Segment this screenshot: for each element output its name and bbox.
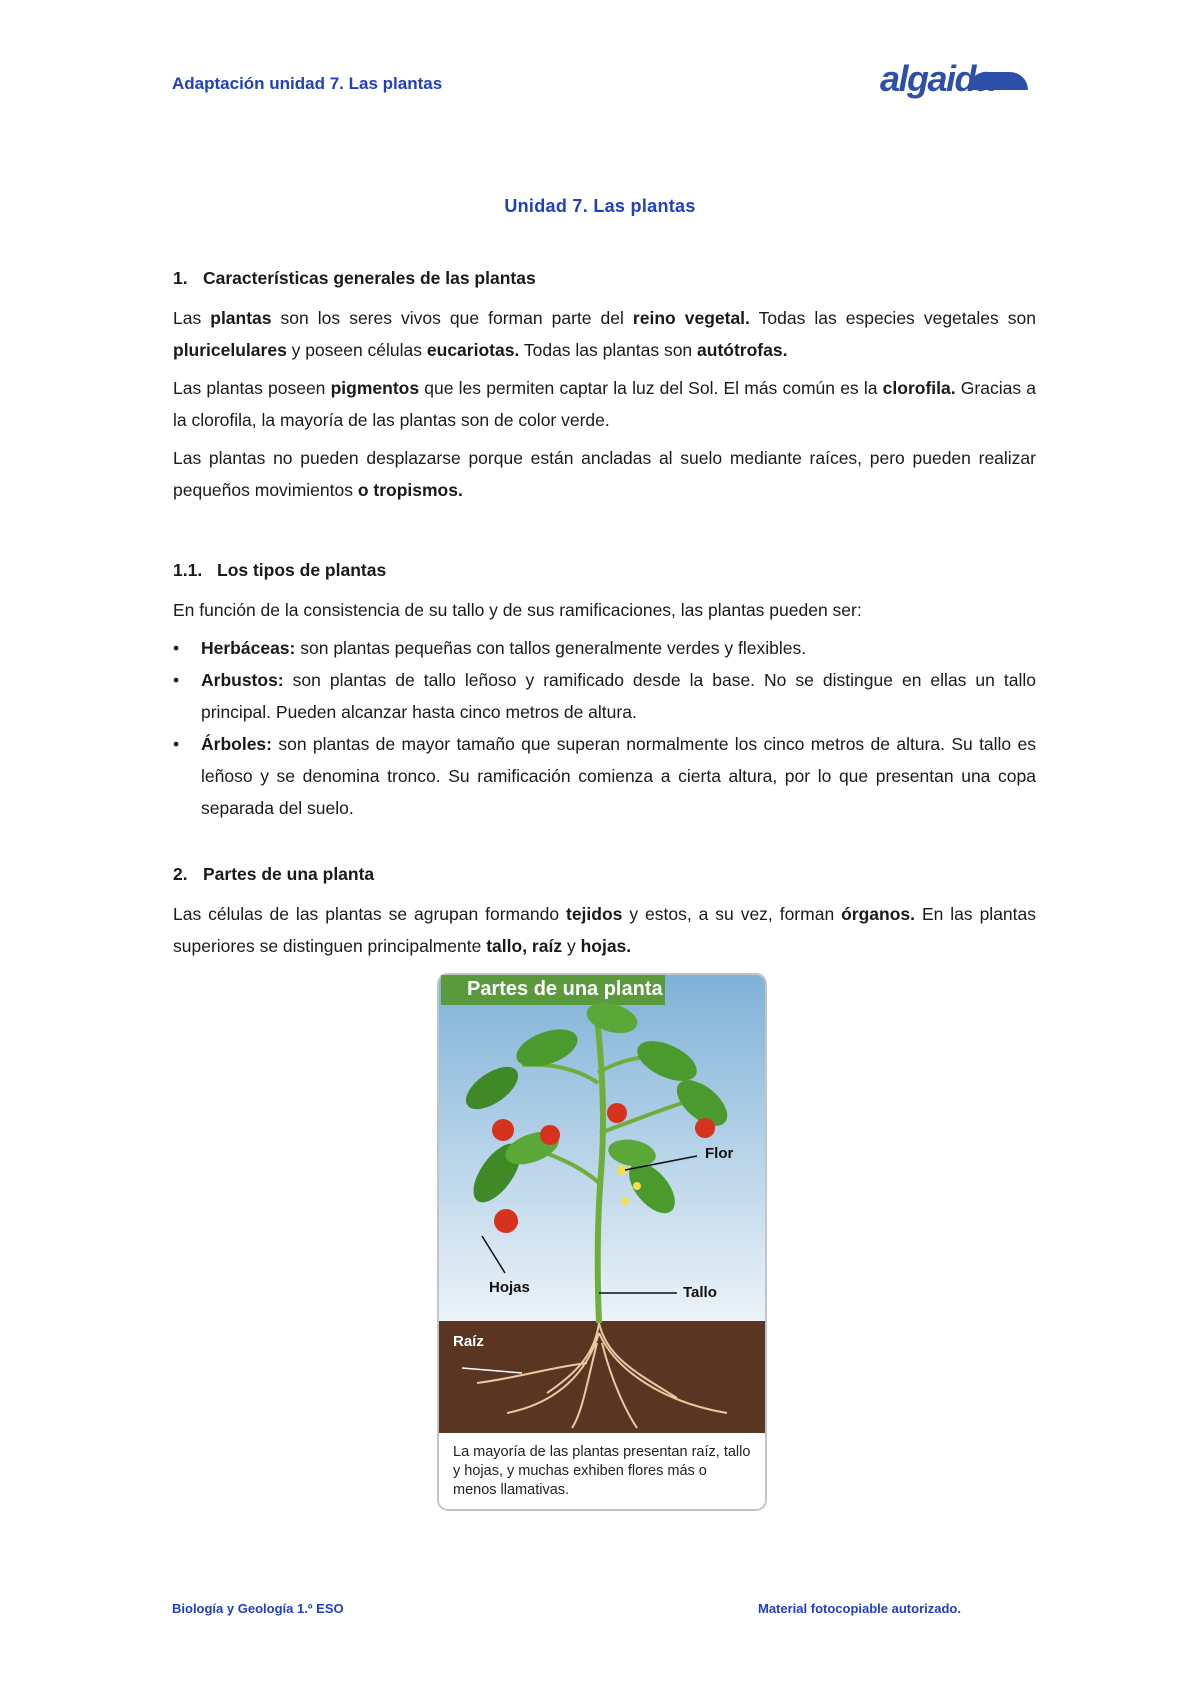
label-tallo: Tallo — [683, 1284, 717, 1301]
bold-term: pigmentos — [330, 378, 420, 398]
figure-title: Partes de una planta — [467, 978, 663, 1000]
plant-parts-figure — [437, 973, 767, 1511]
section-1-1-intro: En función de la consistencia de su tallo y de sus ramificaciones, las plantas pueden ser: — [173, 600, 862, 620]
bold-term: pluricelulares — [173, 340, 287, 360]
section-1-heading — [173, 262, 1036, 294]
text-run: y poseen células — [286, 340, 427, 360]
text-run: Las células de las plantas se agrupan formando — [173, 904, 566, 924]
text-run: Todas las plantas son — [519, 340, 698, 360]
text-run: En las plantas superiores se distinguen principalmente — [173, 904, 1036, 956]
section-2-number: 2. — [173, 864, 188, 884]
list-item-text: son plantas de mayor tamaño que superan normalmente los cinco metros de altura. Su tallo es leñoso y se denomina tronco. Su ramificación comienza a cierta altura, por lo que presentan una copa separada del suelo. — [201, 734, 1036, 818]
label-hojas: Hojas — [489, 1279, 530, 1296]
bold-term: clorofila. — [882, 378, 956, 398]
bold-term: tallo, raíz — [486, 936, 563, 956]
text-run: son los seres vivos que forman parte del — [271, 308, 633, 328]
text-run: Gracias a la clorofila, la mayoría de las plantas son de color verde. — [173, 378, 1036, 430]
publisher-logo — [880, 58, 1030, 108]
section-1-number: 1. — [173, 268, 188, 288]
plant-illustration — [437, 973, 767, 1511]
bold-term: tejidos — [566, 904, 623, 924]
bold-term: eucariotas. — [426, 340, 520, 360]
text-run: y estos, a su vez, forman — [622, 904, 842, 924]
bold-term: o tropismos. — [357, 480, 463, 500]
text-run: Las plantas poseen — [173, 378, 331, 398]
section-1-1-heading — [173, 554, 1036, 586]
list-item — [173, 632, 1036, 664]
section-1-paragraph-2 — [173, 372, 1036, 436]
section-2-paragraph-1 — [173, 898, 1036, 962]
list-item — [173, 728, 1036, 824]
text-run: que les permiten captar la luz del Sol. El más común es la — [419, 378, 883, 398]
bold-term: reino vegetal. — [632, 308, 750, 328]
section-1-1-number: 1.1. — [173, 560, 203, 580]
section-1-paragraph-3 — [173, 442, 1036, 506]
text-run: Las — [173, 308, 211, 328]
list-item-term: Árboles: — [201, 734, 272, 754]
section-1-title: Características generales de las plantas — [203, 268, 536, 288]
section-1-1-title: Los tipos de plantas — [217, 560, 387, 580]
label-flor: Flor — [705, 1145, 734, 1162]
list-item-term: Arbustos: — [201, 670, 284, 690]
list-item-text: son plantas pequeñas con tallos generalmente verdes y flexibles. — [295, 638, 807, 658]
list-item — [173, 664, 1036, 728]
bullet-icon: • — [173, 670, 180, 690]
bold-term: autótrofas. — [697, 340, 788, 360]
list-item-text: son plantas de tallo leñoso y ramificado desde la base. No se distingue en ellas un tallo principal. Pueden alcanzar hasta cinco metros de altura. — [201, 670, 1036, 722]
bullet-icon: • — [173, 734, 180, 754]
section-2-title: Partes de una planta — [203, 864, 375, 884]
bold-term: plantas — [210, 308, 272, 328]
section-2-heading — [173, 858, 1036, 890]
label-raiz: Raíz — [453, 1333, 484, 1350]
text-run: Todas las especies vegetales son — [749, 308, 1036, 328]
text-run: y — [562, 936, 581, 956]
plant-types-list — [173, 632, 1036, 824]
document-body — [173, 262, 1036, 968]
figure-caption: La mayoría de las plantas presentan raíz, tallo y hojas, y muchas exhiben flores más o menos llamativas. — [453, 1444, 751, 1498]
header-title: Adaptación unidad 7. Las plantas — [172, 74, 443, 93]
footer-license: Material fotocopiable autorizado. — [758, 1601, 961, 1616]
document-title: Unidad 7. Las plantas — [504, 196, 696, 216]
bold-term: hojas. — [580, 936, 632, 956]
footer-course: Biología y Geología 1.º ESO — [172, 1601, 344, 1616]
bullet-icon: • — [173, 638, 180, 658]
list-item-term: Herbáceas: — [201, 638, 296, 658]
section-1-paragraph-1 — [173, 302, 1036, 366]
logo-wordmark: algaida — [880, 58, 994, 99]
text-run: Las plantas no pueden desplazarse porque están ancladas al suelo mediante raíces, pero pueden realizar pequeños movimientos — [173, 448, 1036, 500]
bold-term: órganos. — [841, 904, 916, 924]
